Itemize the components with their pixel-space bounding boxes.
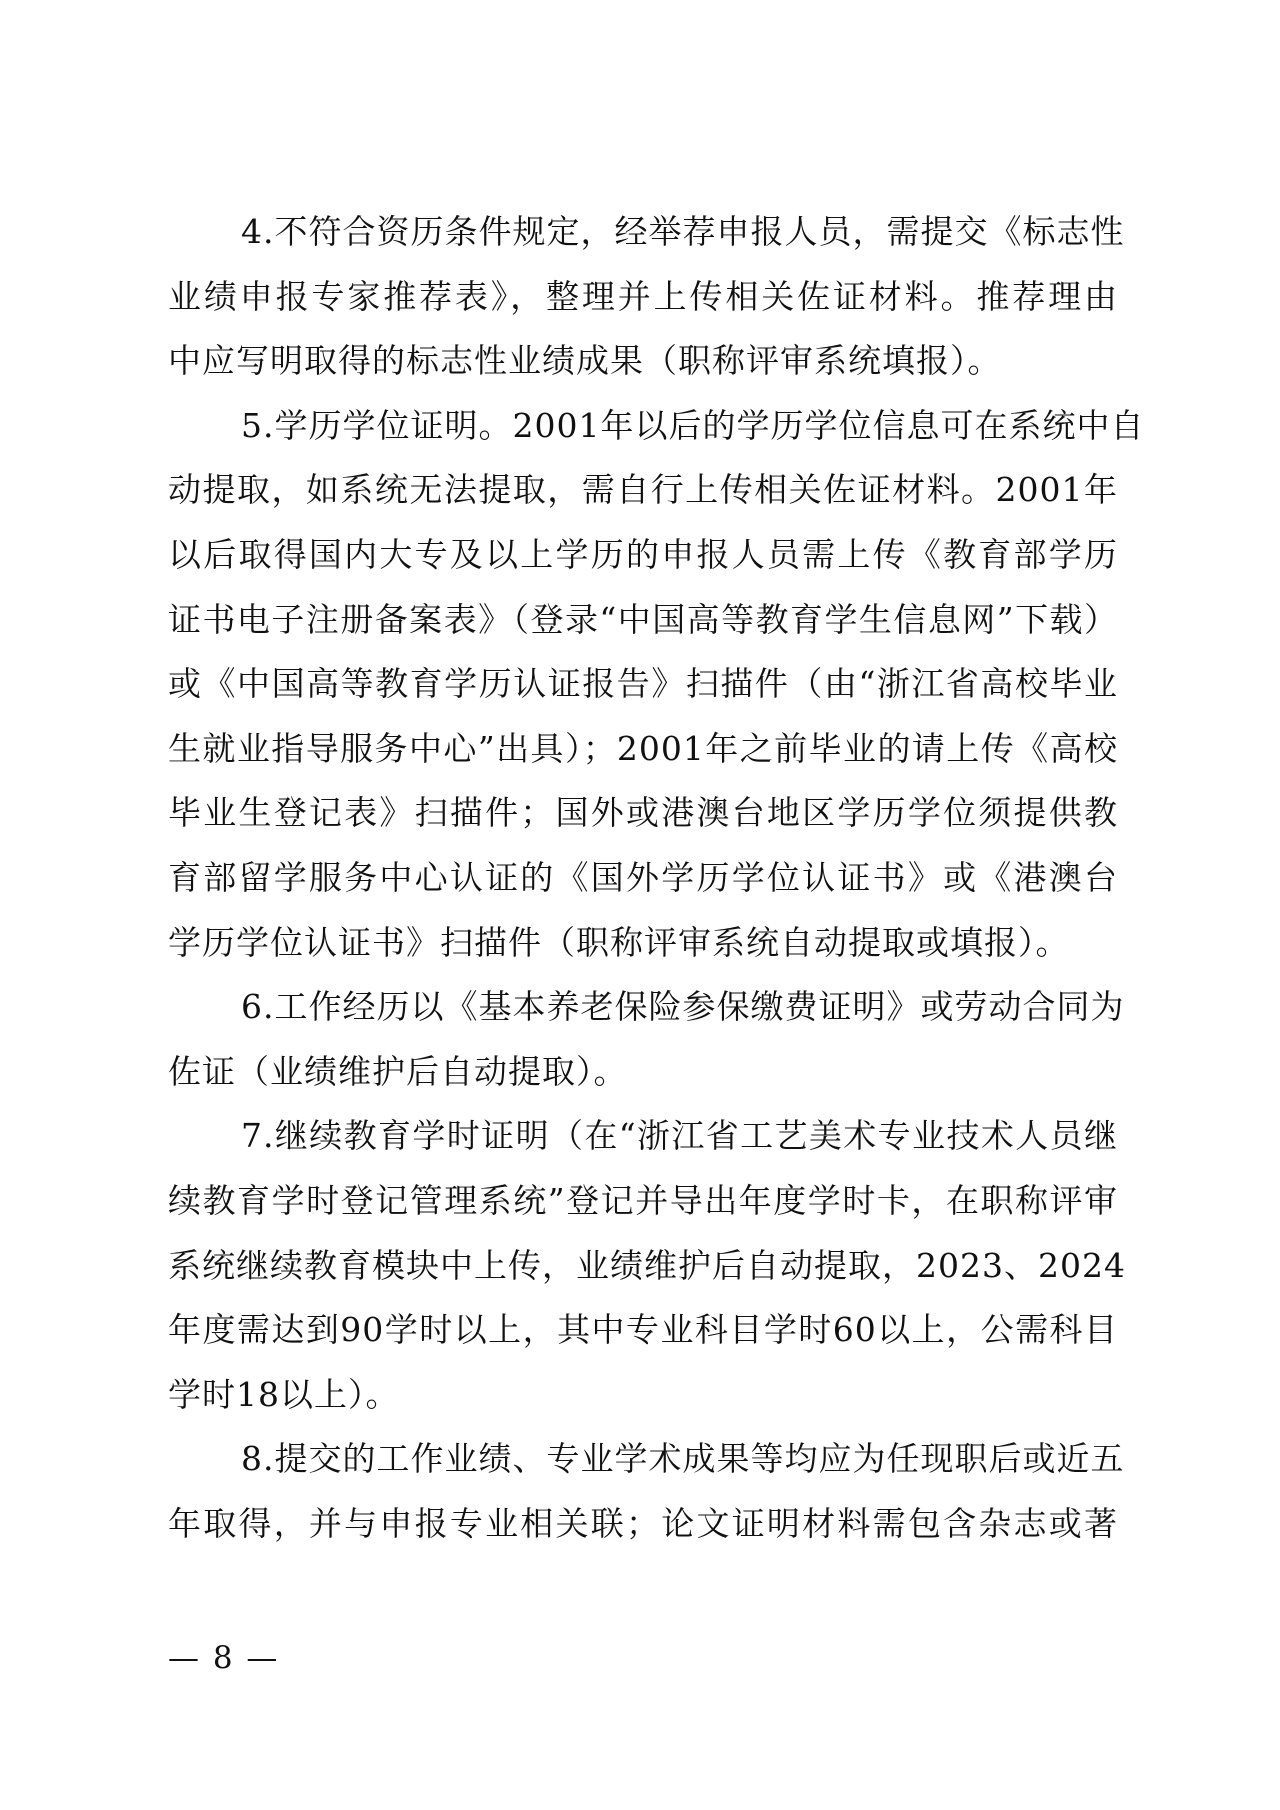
paragraph-item-7 bbox=[168, 1104, 1126, 1427]
paragraph-line: 5.学历学位证明。2001年以后的学历学位信息可在系统中自 bbox=[241, 405, 1145, 445]
paragraph-line: 学时18以上）。 bbox=[168, 1374, 400, 1414]
paragraph-line: 年度需达到90学时以上，其中专业科目学时60以上，公需科目 bbox=[168, 1310, 1118, 1350]
paragraph-line: 6.工作经历以《基本养老保险参保缴费证明》或劳动合同为 bbox=[241, 987, 1125, 1027]
paragraph-line: 7.继续教育学时证明（在“浙江省工艺美术专业技术人员继 bbox=[241, 1116, 1118, 1156]
paragraph-line: 佐证（业绩维护后自动提取）。 bbox=[168, 1051, 628, 1091]
paragraph-line: 生就业指导服务中心”出具）；2001年之前毕业的请上传《高校 bbox=[168, 728, 1118, 768]
paragraph-line: 动提取，如系统无法提取，需自行上传相关佐证材料。2001年 bbox=[168, 470, 1118, 510]
paragraph-line: 证书电子注册备案表》（登录“中国高等教育学生信息网”下载） bbox=[168, 599, 1118, 639]
paragraph-line: 或《中国高等教育学历认证报告》扫描件（由“浙江省高校毕业 bbox=[168, 664, 1118, 704]
paragraph-line: 8.提交的工作业绩、专业学术成果等均应为任现职后或近五 bbox=[241, 1439, 1125, 1479]
page-number: — 8 — bbox=[168, 1640, 280, 1676]
paragraph-line: 续教育学时登记管理系统”登记并导出年度学时卡，在职称评审 bbox=[168, 1180, 1118, 1220]
paragraph-item-6 bbox=[168, 975, 1125, 1104]
paragraph-line: 系统继续教育模块中上传，业绩维护后自动提取，2023、2024 bbox=[168, 1245, 1126, 1285]
paragraph-line: 育部留学服务中心认证的《国外学历学位认证书》或《港澳台 bbox=[168, 857, 1118, 897]
paragraph-line: 以后取得国内大专及以上学历的申报人员需上传《教育部学历 bbox=[168, 534, 1118, 574]
paragraph-item-8 bbox=[168, 1427, 1125, 1556]
paragraph-line: 4.不符合资历条件规定，经举荐申报人员，需提交《标志性 bbox=[241, 212, 1125, 251]
paragraph-line: 年取得，并与申报专业相关联；论文证明材料需包含杂志或著 bbox=[168, 1503, 1118, 1543]
paragraph-item-4 bbox=[168, 200, 1125, 394]
paragraph-line: 业绩申报专家推荐表》，整理并上传相关佐证材料。推荐理由 bbox=[168, 276, 1118, 316]
paragraph-line: 中应写明取得的标志性业绩成果（职称评审系统填报）。 bbox=[168, 341, 1002, 381]
paragraph-line: 毕业生登记表》扫描件；国外或港澳台地区学历学位须提供教 bbox=[168, 793, 1118, 833]
paragraph-item-5 bbox=[168, 394, 1145, 975]
paragraph-line: 学历学位认证书》扫描件（职称评审系统自动提取或填报）。 bbox=[168, 922, 1070, 962]
document-body bbox=[168, 200, 1145, 1556]
